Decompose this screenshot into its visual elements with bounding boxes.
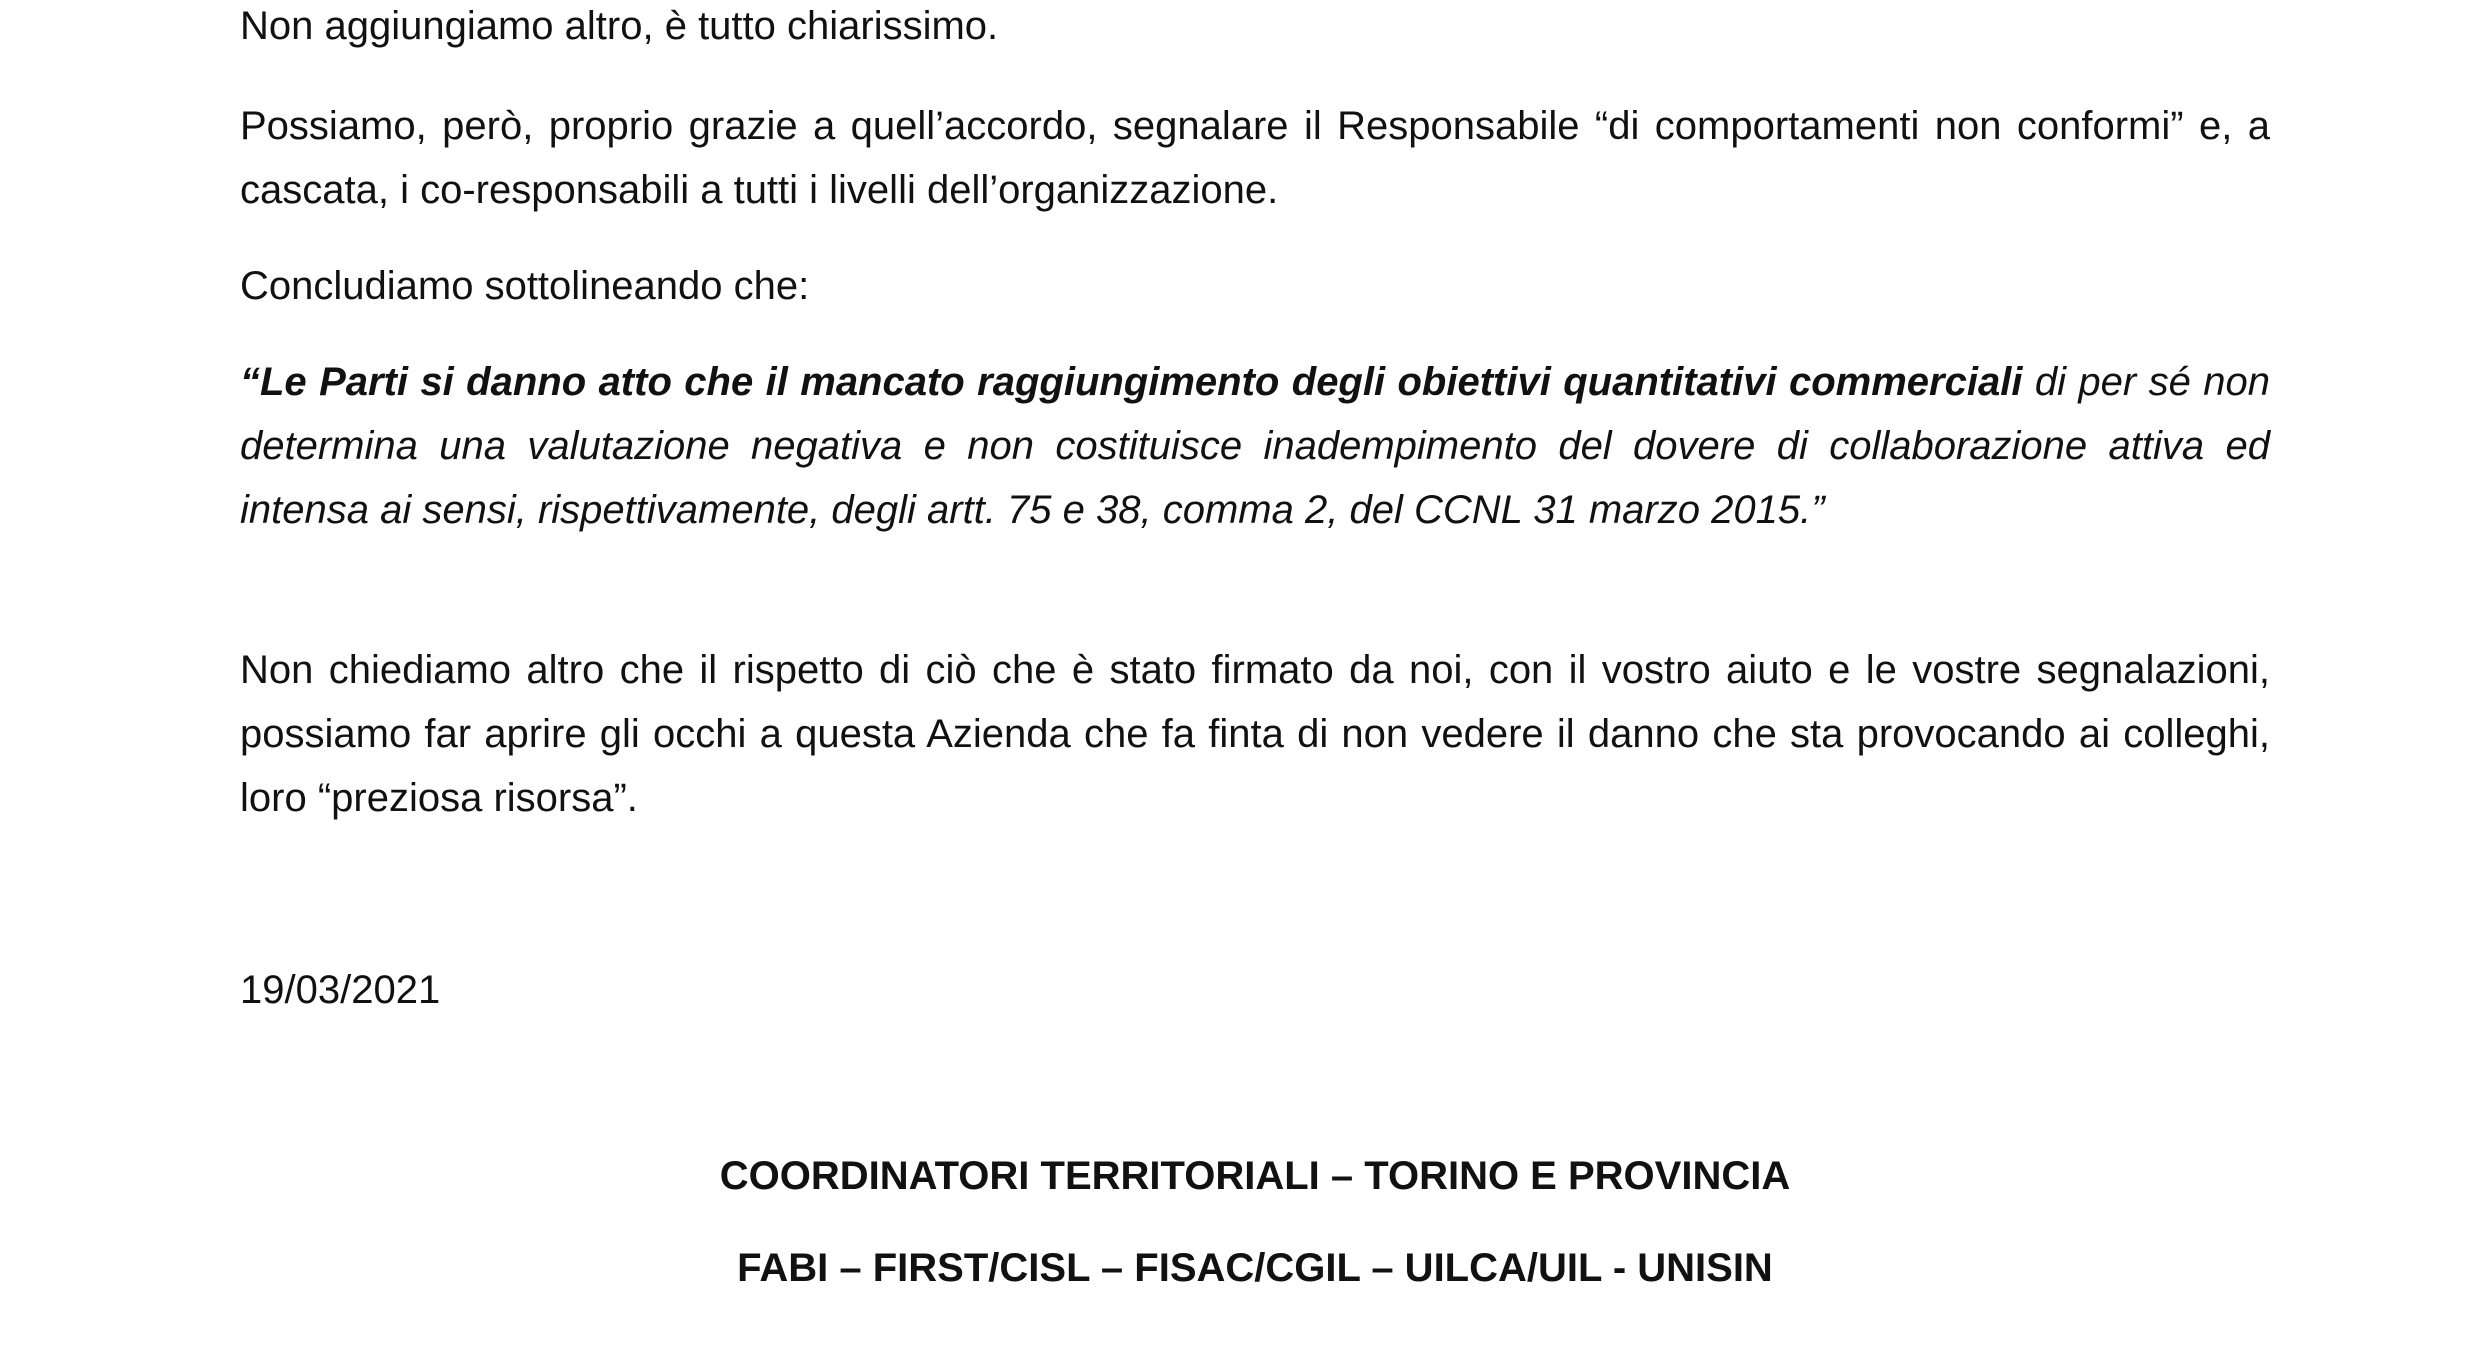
paragraph-conclusion-lead: Concludiamo sottolineando che: [240, 264, 810, 308]
quoted-clause-bold: “Le Parti si danno atto che il mancato raggiungimento degli obiettivi quantitativi commerciali [240, 360, 2023, 404]
paragraph-report-responsible: Possiamo, però, proprio grazie a quell’accordo, segnalare il Responsabile “di comportamenti non conformi” e, a cascata, i co-responsabili a tutti i livelli dell’organizzazione. [240, 104, 2270, 212]
document-page [240, 0, 2270, 1359]
quoted-clause [240, 350, 2270, 542]
quoted-clause-rest: di per sé non determina una valutazione negativa e non costituisce inadempimento del dovere di collaborazione attiva ed intensa ai sensi, rispettivamente, degli artt. 75 e 38, comma 2, del CCNL 31 marzo 2015.” [240, 360, 2270, 532]
signature-coordinators: COORDINATORI TERRITORIALI – TORINO E PROVINCIA [719, 1154, 1791, 1198]
signature-unions: FABI – FIRST/CISL – FISAC/CGIL – UILCA/UIL - UNISIN [737, 1246, 1773, 1290]
document-date: 19/03/2021 [240, 968, 441, 1012]
paragraph-intro: Non aggiungiamo altro, è tutto chiarissimo. [240, 4, 999, 48]
paragraph-closing: Non chiediamo altro che il rispetto di ciò che è stato firmato da noi, con il vostro aiuto e le vostre segnalazioni, possiamo far aprire gli occhi a questa Azienda che fa finta di non vedere il danno che sta provocando ai colleghi, loro “preziosa risorsa”. [240, 648, 2270, 820]
